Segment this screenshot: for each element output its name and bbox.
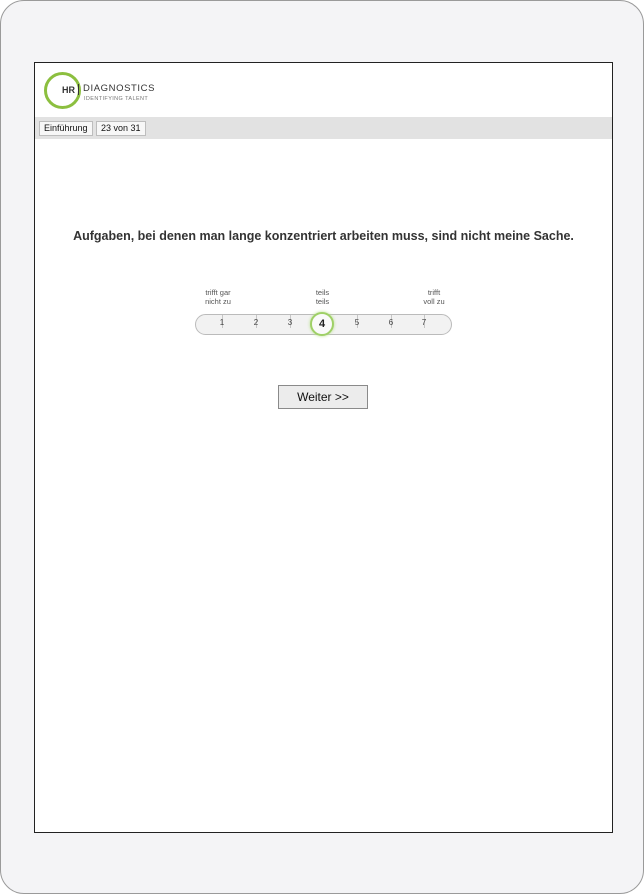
intro-button[interactable]: Einführung (39, 121, 93, 136)
anchor-right-line1: trifft (427, 288, 441, 297)
nav-bar (35, 117, 612, 139)
logo-name: DIAGNOSTICS (83, 83, 156, 94)
anchor-left-label (198, 288, 238, 306)
scale-option-5[interactable]: 5 (354, 318, 360, 327)
rating-slider-thumb[interactable]: 4 (310, 312, 334, 336)
progress-indicator: 23 von 31 (96, 121, 146, 136)
anchor-left-line2: nicht zu (205, 297, 231, 306)
scale-option-3[interactable]: 3 (287, 318, 293, 327)
question-text: Aufgaben, bei denen man lange konzentriert arbeiten muss, sind nicht meine Sache. (73, 229, 574, 243)
scale-option-2[interactable]: 2 (253, 318, 259, 327)
scale-option-6[interactable]: 6 (388, 318, 394, 327)
logo-initials: HR (62, 85, 75, 95)
anchor-middle-line2: teils (315, 297, 330, 306)
scale-option-1[interactable]: 1 (219, 318, 225, 327)
header (35, 63, 612, 117)
next-button[interactable]: Weiter >> (278, 385, 368, 409)
anchor-middle-line1: teils (315, 288, 330, 297)
anchor-right-label (414, 288, 454, 306)
anchor-right-line2: voll zu (423, 297, 445, 306)
logo-divider (78, 84, 79, 95)
app-screen (34, 62, 613, 833)
logo-tagline: IDENTIFYING TALENT (84, 96, 149, 102)
anchor-middle-label (305, 288, 340, 306)
scale-option-7[interactable]: 7 (421, 318, 427, 327)
anchor-left-line1: trifft gar (205, 288, 231, 297)
